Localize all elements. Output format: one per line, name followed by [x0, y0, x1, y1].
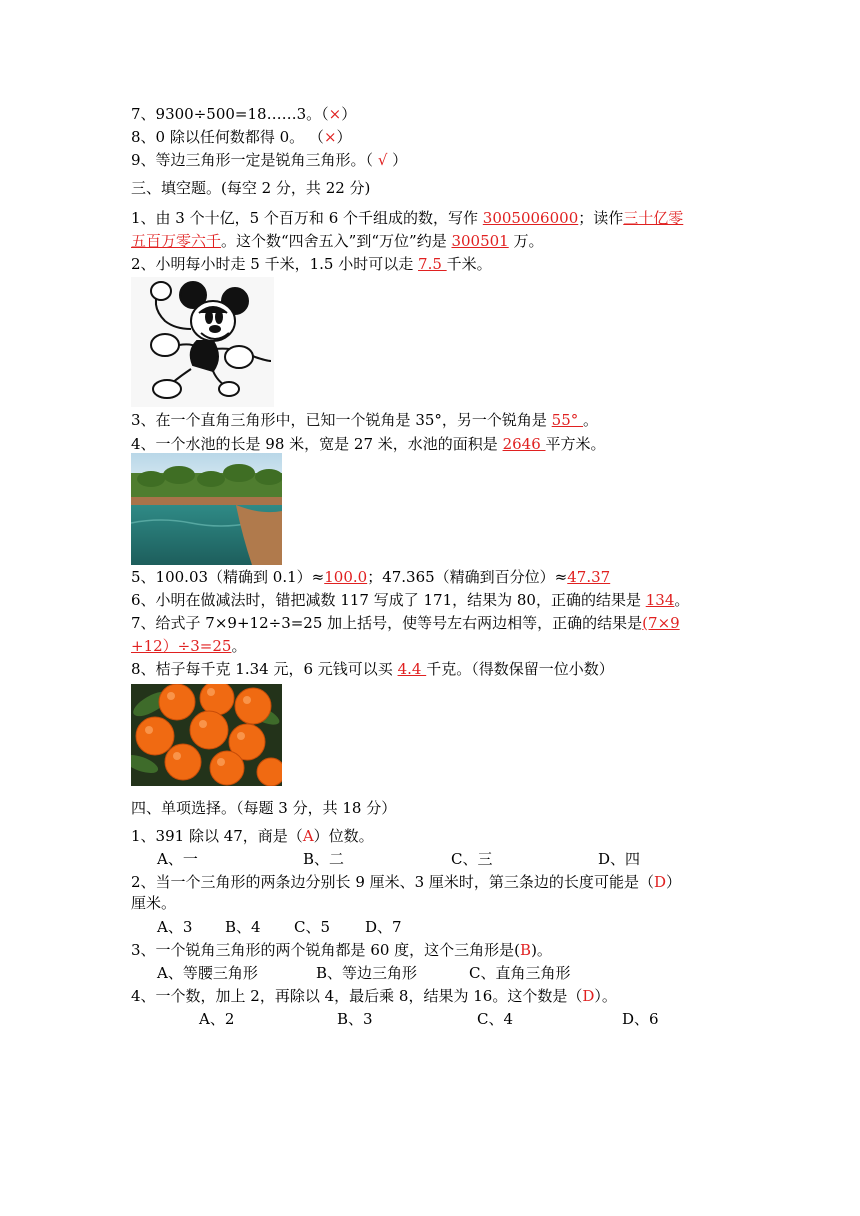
answer-mark: B: [520, 941, 532, 959]
fill-question-5: 5、100.03（精确到 0.1）≈100.0；47.365（精确到百分位）≈47.37: [131, 568, 611, 586]
option-b: B、3: [337, 1010, 373, 1028]
fill-question-7-line1: 7、给式子 7×9+12÷3=25 加上括号，使等号左右两边相等，正确的结果是(7×9: [131, 614, 680, 632]
answer-mark: A: [302, 827, 314, 845]
answer-mark: ×: [328, 105, 342, 123]
option-d: D、7: [365, 918, 402, 936]
answer-mark: D: [653, 873, 666, 891]
answer-blank: 4.4: [397, 660, 427, 678]
answer-blank: 7.5: [418, 255, 447, 273]
pond-photo: [131, 453, 282, 565]
option-c: C、三: [451, 850, 493, 868]
mickey-mouse-illustration: [131, 277, 274, 407]
section3-heading: 三、填空题。(每空 2 分，共 22 分): [131, 179, 371, 197]
oranges-photo: [131, 684, 282, 786]
option-a: A、3: [157, 918, 193, 936]
choice-question-3: 3、一个锐角三角形的两个锐角都是 60 度，这个三角形是(B)。: [131, 941, 552, 959]
answer-blank: 2646: [502, 435, 546, 453]
tf-question-9: 9、等边三角形一定是锐角三角形。（ √ ）: [131, 151, 408, 169]
fill-question-4: 4、一个水池的长是 98 米，宽是 27 米，水池的面积是 2646 平方米。: [131, 435, 606, 453]
answer-blank: (7×9: [642, 614, 680, 632]
answer-mark: ×: [323, 128, 337, 146]
answer-blank: 300501: [451, 232, 509, 250]
option-c: C、4: [477, 1010, 514, 1028]
choice-question-2: 2、当一个三角形的两条边分别长 9 厘米、3 厘米时，第三条边的长度可能是（D）: [131, 873, 681, 891]
fill-question-1-line2: 五百万零六千。这个数“四舍五入”到“万位”约是 300501 万。: [131, 232, 544, 250]
answer-blank: 55°: [551, 411, 584, 429]
option-a: A、等腰三角形: [157, 964, 258, 982]
choice-question-4: 4、一个数，加上 2，再除以 4，最后乘 8，结果为 16。这个数是（D）。: [131, 987, 617, 1005]
fill-question-6: 6、小明在做减法时，错把减数 117 写成了 171，结果为 80，正确的结果是 134。: [131, 591, 690, 609]
option-d: D、6: [622, 1010, 659, 1028]
option-a: A、一: [157, 850, 198, 868]
option-b: B、4: [225, 918, 261, 936]
option-b: B、二: [303, 850, 345, 868]
answer-mark: D: [582, 987, 595, 1005]
answer-blank: 100.0: [324, 568, 368, 586]
answer-blank: +12）÷3=25: [131, 637, 232, 655]
option-c: C、直角三角形: [469, 964, 571, 982]
fill-question-2: 2、小明每小时走 5 千米，1.5 小时可以走 7.5 千米。: [131, 255, 492, 273]
section4-heading: 四、单项选择。（每题 3 分，共 18 分）: [131, 799, 397, 817]
answer-blank: 三十亿零: [623, 209, 684, 227]
option-d: D、四: [598, 850, 641, 868]
option-a: A、2: [199, 1010, 235, 1028]
fill-question-7-line2: +12）÷3=25。: [131, 637, 247, 655]
fill-question-3: 3、在一个直角三角形中，已知一个锐角是 35°，另一个锐角是 55° 。: [131, 411, 599, 429]
answer-blank: 47.37: [567, 568, 611, 586]
choice-question-1: 1、391 除以 47，商是（A）位数。: [131, 827, 374, 845]
answer-blank: 134: [645, 591, 675, 609]
answer-blank: 五百万零六千: [131, 232, 222, 250]
fill-question-1-line1: 1、由 3 个十亿，5 个百万和 6 个千组成的数，写作 3005006000；读作三十亿零: [131, 209, 684, 227]
fill-question-8: 8、桔子每千克 1.34 元，6 元钱可以买 4.4 千克。（得数保留一位小数）: [131, 660, 614, 678]
choice-question-2-unit: 厘米。: [131, 894, 177, 912]
option-b: B、等边三角形: [316, 964, 418, 982]
tf-question-8: 8、0 除以任何数都得 0。 （×）: [131, 128, 352, 146]
tf-question-7: 7、9300÷500=18……3。（×）: [131, 105, 357, 123]
option-c: C、5: [294, 918, 331, 936]
answer-blank: 3005006000: [482, 209, 579, 227]
answer-mark: √: [377, 151, 388, 169]
